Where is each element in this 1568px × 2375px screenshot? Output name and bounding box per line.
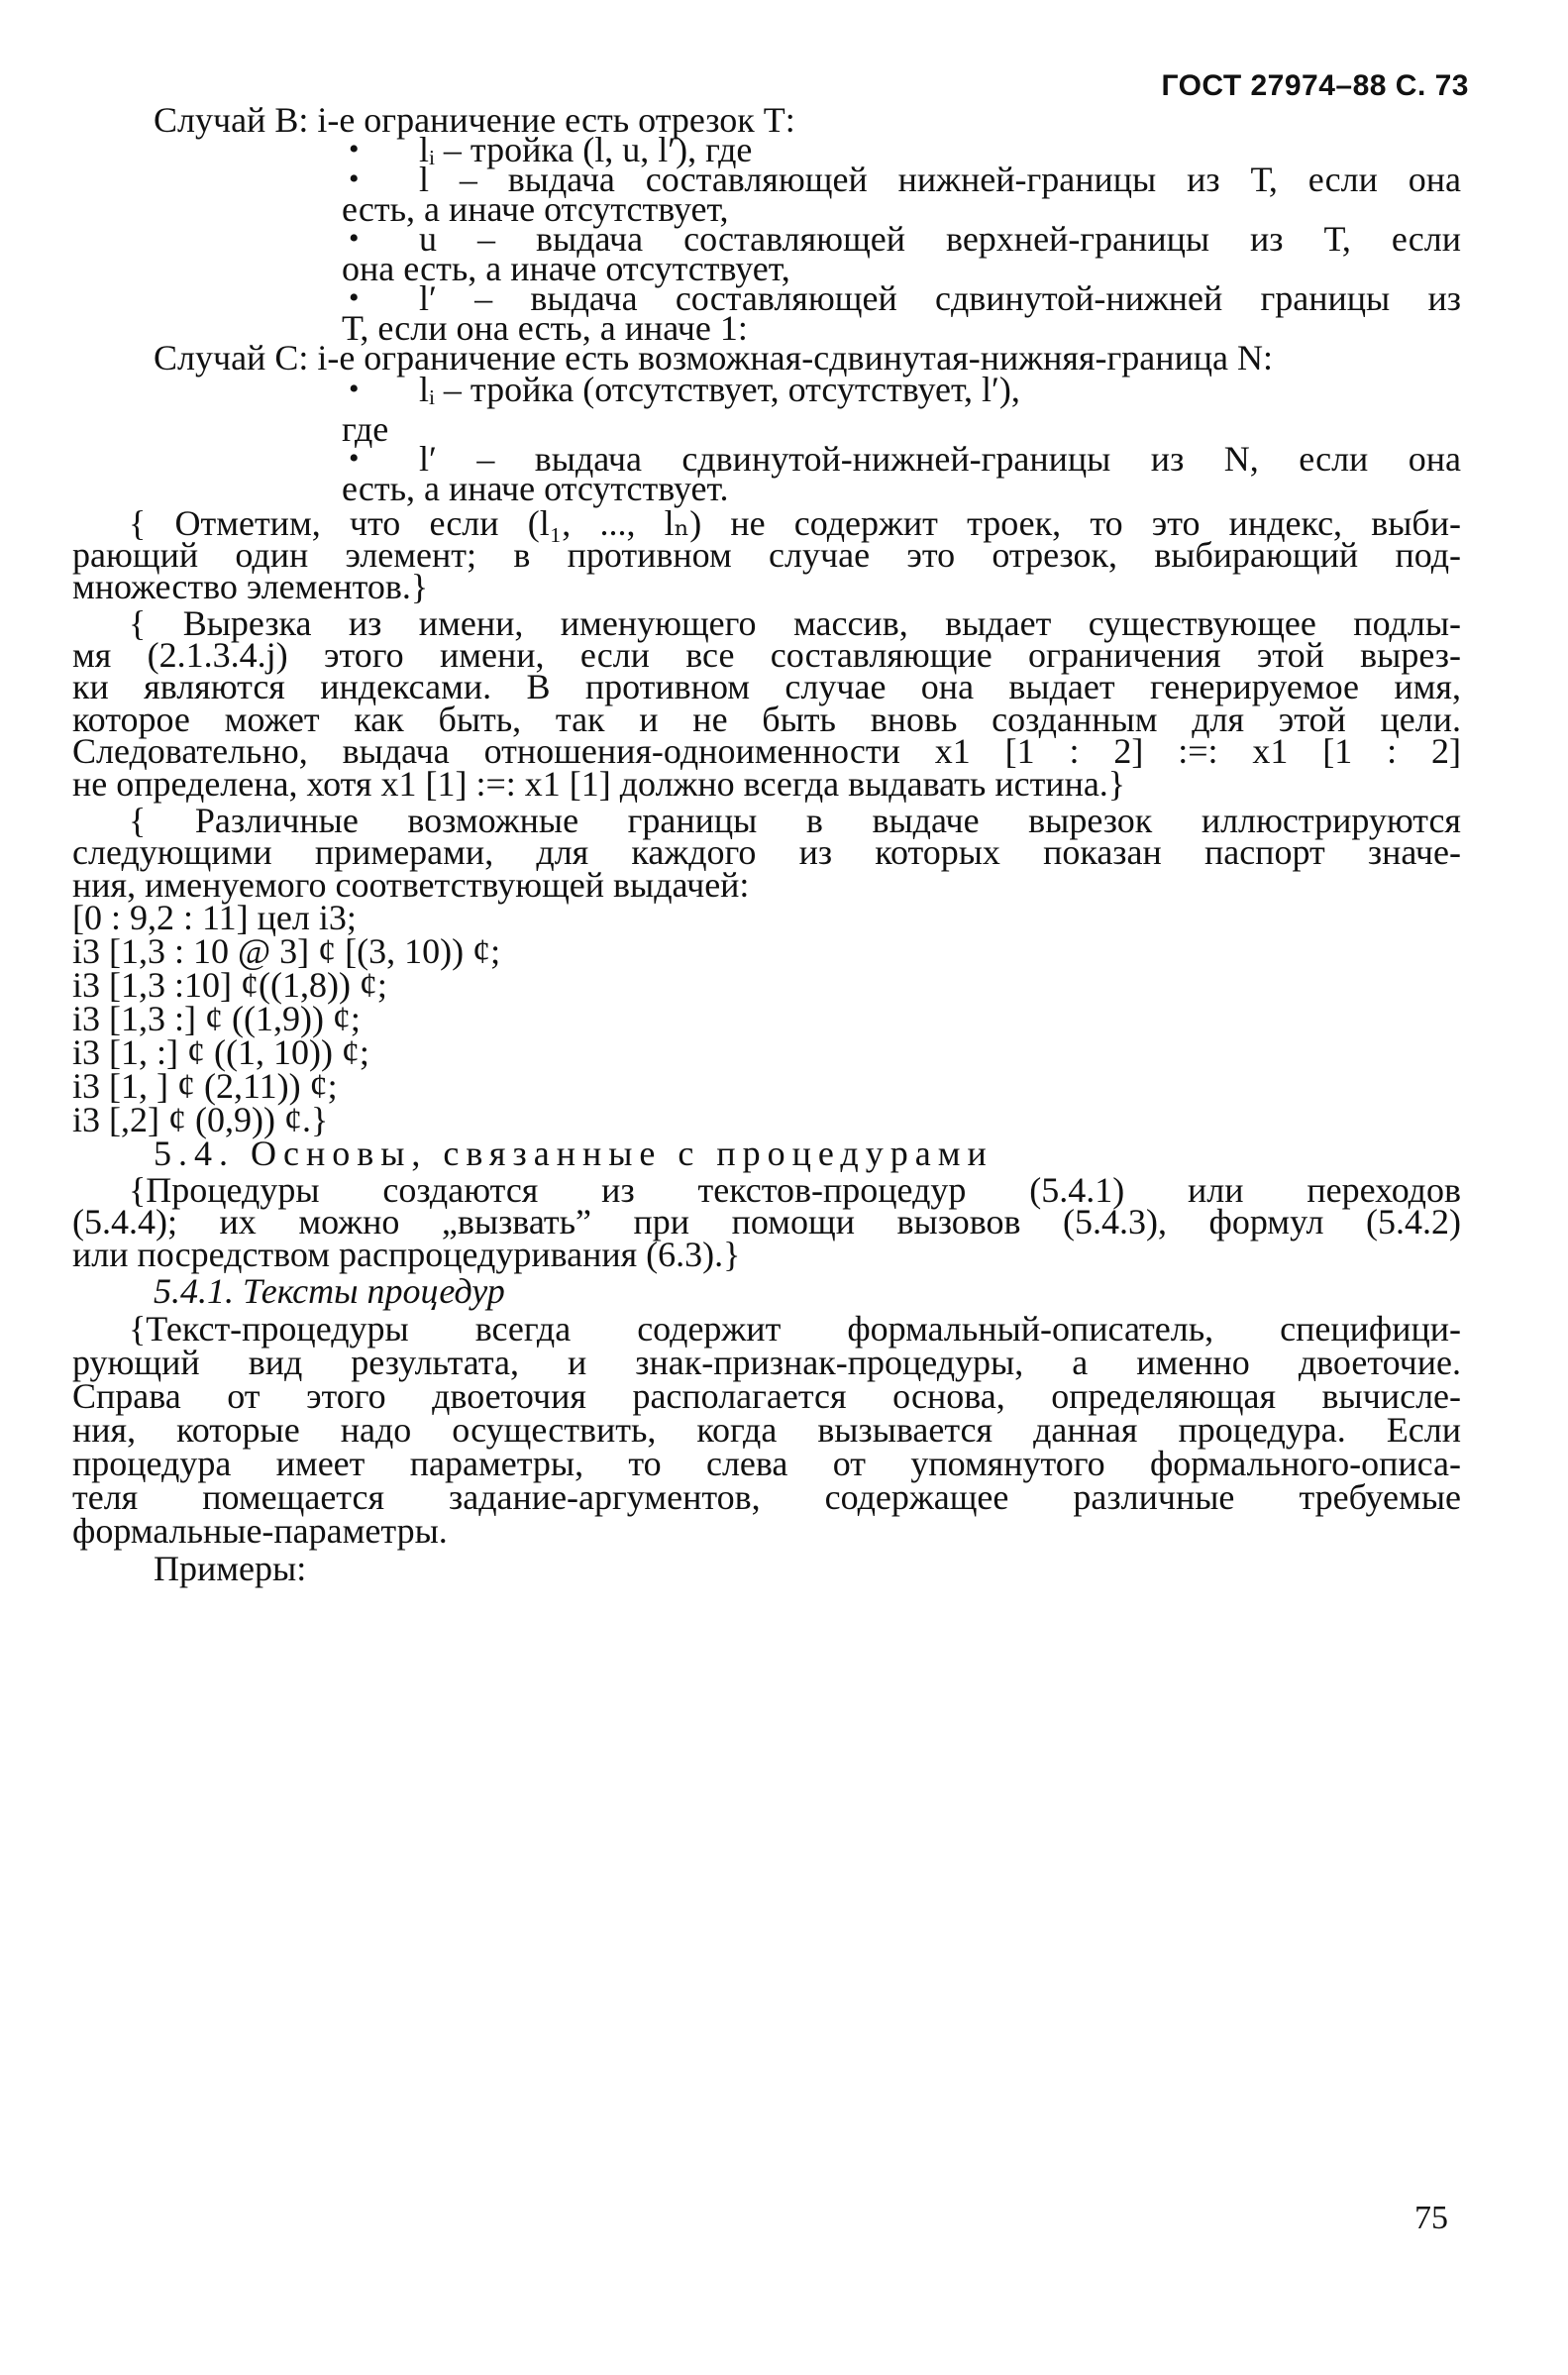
text-line: {Процедуры создаются из текстов-процедур (5.4.1) или переходов [129,1170,1461,1210]
code-line: i3 [1,3 : 10 @ 3] ¢ [(3, 10)) ¢; [72,931,501,971]
text-line: следующими примерами, для каждого из которых показан паспорт значе- [72,832,1461,872]
text-line: (5.4.4); их можно „вызвать” при помощи вызовов (5.4.3), формул (5.4.2) [72,1202,1461,1241]
text-line: { Вырезка из имени, именующего массив, выдает существующее подлы- [129,603,1461,643]
text-line: формальные-параметры. [72,1511,448,1551]
text-line: l′ – выдача составляющей сдвинутой-нижней границы из [419,278,1461,318]
bullet: • [349,222,360,255]
text-line: ки являются индексами. В противном случае она выдает генерируемое имя, [72,667,1461,706]
text-line: u – выдача составляющей верхней-границы из Т, если [419,219,1461,259]
code-line: i3 [1, ] ¢ (2,11)) ¢; [72,1066,338,1106]
text-line: l′ – выдача сдвинутой-нижней-границы из N, если она [419,439,1461,479]
case-b-heading: Случай В: i-е ограничение есть отрезок Т: [154,100,795,140]
text-line: или посредством распроцедуривания (6.3).} [72,1235,741,1274]
text-line: { Различные возможные границы в выдаче вырезок иллюстрируются [129,801,1461,840]
code-line: [0 : 9,2 : 11] цел i3; [72,898,357,937]
bullet: • [349,162,360,195]
running-header: ГОСТ 27974–88 С. 73 [1161,69,1469,102]
code-line: i3 [1, :] ¢ ((1, 10)) ¢; [72,1032,369,1072]
text-line: l – выдача составляющей нижней-границы из Т, если она [419,160,1461,199]
text-line: не определена, хотя x1 [1] :=: x1 [1] должно всегда выдавать истина.} [72,764,1126,804]
text-line: теля помещается задание-аргументов, содержащее различные требуемые [72,1477,1461,1517]
text-line: рающий один элемент; в противном случае это отрезок, выбирающий под- [72,535,1461,575]
subsection-heading: 5.4.1. Тексты процедур [154,1271,505,1311]
text-line: где [342,409,389,449]
text-line: мя (2.1.3.4.j) этого имени, если все составляющие ограничения этой вырез- [72,635,1461,675]
code-line: i3 [1,3 :] ¢ ((1,9)) ¢; [72,999,361,1038]
text-line: есть, а иначе отсутствует. [342,469,729,508]
section-heading: 5.4. Основы, связанные с процедурами [154,1134,993,1173]
code-line: i3 [,2] ¢ (0,9)) ¢.} [72,1100,329,1139]
examples-label: Примеры: [154,1549,307,1588]
text-line: Т, если она есть, а иначе 1: [342,308,748,348]
text-line: Справа от этого двоеточия располагается основа, определяющая вычисле- [72,1376,1461,1416]
text-line: lᵢ – тройка (l, u, l′), где [419,130,753,169]
text-line: ния, именуемого соответствующей выдачей: [72,865,750,905]
bullet: • [349,442,360,475]
text-line: которое может как быть, так и не быть вновь созданным для этой цели. [72,700,1461,739]
bullet: • [349,133,360,165]
text-line: {Текст-процедуры всегда содержит формальный-описатель, специфици- [129,1309,1461,1349]
text-line: lᵢ – тройка (отсутствует, отсутствует, l′), [419,370,1020,409]
text-line: она есть, а иначе отсутствует, [342,249,790,288]
bullet: • [349,281,360,314]
text-line: множество элементов.} [72,567,429,606]
code-line: i3 [1,3 :10] ¢((1,8)) ¢; [72,965,387,1005]
text-line: процедура имеет параметры, то слева от упомянутого формального-описа- [72,1444,1461,1483]
text-line: рующий вид результата, и знак-признак-процедуры, а именно двоеточие. [72,1343,1461,1382]
text-line: есть, а иначе отсутствует, [342,189,729,229]
bullet: • [349,373,360,405]
text-line: Следовательно, выдача отношения-одноименности x1 [1 : 2] :=: x1 [1 : 2] [72,731,1461,771]
text-line: ния, которые надо осуществить, когда вызывается данная процедура. Если [72,1410,1461,1450]
case-c-heading: Случай С: i-е ограничение есть возможная-сдвинутая-нижняя-граница N: [154,338,1274,378]
page-number: 75 [1414,2200,1448,2236]
text-line: { Отметим, что если (l₁, ..., lₙ) не содержит троек, то это индекс, выби- [129,503,1461,543]
